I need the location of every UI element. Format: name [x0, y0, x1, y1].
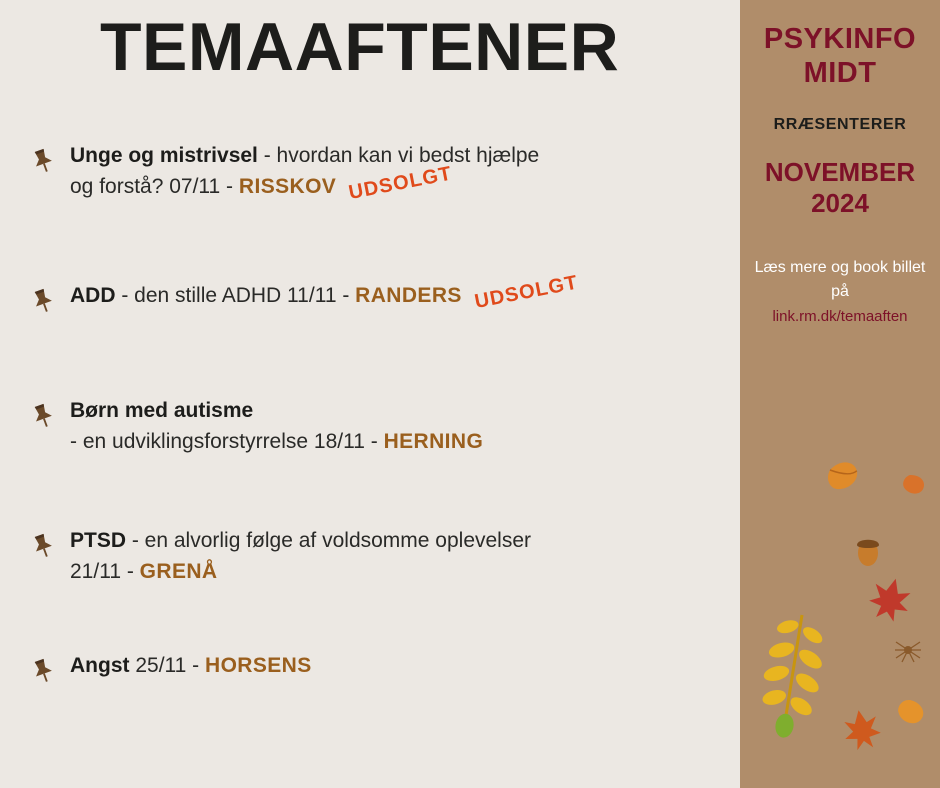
poster-sidebar — [740, 0, 940, 788]
pushpin-icon — [28, 531, 58, 561]
event-title: Børn med autisme — [70, 399, 254, 422]
list-item[interactable] — [0, 271, 740, 395]
year-label: 2024 — [811, 188, 869, 218]
presents-label: RRÆSENTERER — [773, 116, 907, 133]
event-city: HORSENS — [205, 654, 312, 677]
booking-link[interactable]: link.rm.dk/temaaften — [772, 308, 908, 325]
booking-instructions: Læs mere og book billet på — [754, 259, 926, 300]
event-title: Angst — [70, 654, 130, 677]
month-label: NOVEMBER — [764, 157, 916, 187]
event-line-1 — [70, 395, 740, 426]
status-badge: UDSOLGT — [347, 162, 455, 205]
event-desc: - en udviklingsforstyrrelse 18/11 - — [70, 430, 384, 453]
maple-leaf-icon — [841, 707, 883, 752]
brand-name — [740, 22, 940, 90]
acorn-icon — [857, 540, 879, 566]
event-line-1 — [70, 650, 740, 681]
event-desc: - den stille ADHD 11/11 - — [115, 284, 356, 307]
event-city: HERNING — [383, 430, 484, 453]
autumn-leaf-icon — [901, 472, 927, 496]
autumn-leaf-icon — [823, 458, 861, 493]
pushpin-icon — [28, 286, 58, 316]
brand-line-1: PSYKINFO — [763, 23, 917, 55]
pushpin-icon — [28, 146, 58, 176]
event-title: PTSD — [70, 529, 127, 552]
event-date: 21/11 - — [70, 560, 140, 583]
page-title: TEMAAFTENER — [100, 9, 620, 85]
event-city: RISSKOV — [238, 175, 337, 198]
spider-icon — [895, 642, 921, 662]
event-line-1 — [70, 271, 740, 314]
event-line-2 — [70, 426, 740, 457]
list-item[interactable] — [0, 140, 740, 280]
event-desc: - hvordan kan vi bedst hjælpe — [257, 144, 540, 167]
events-list — [0, 140, 740, 730]
maple-leaf-icon — [866, 574, 916, 625]
event-title: ADD — [70, 284, 116, 307]
autumn-leaf-icon — [894, 695, 928, 728]
status-badge: UDSOLGT — [472, 271, 580, 314]
event-date: og forstå? 07/11 - — [70, 175, 239, 198]
event-city: RANDERS — [355, 284, 462, 307]
event-desc: 25/11 - — [129, 654, 205, 677]
rowan-leaf-icon — [751, 610, 833, 743]
event-line-1 — [70, 525, 740, 556]
event-desc: - en alvorlig følge af voldsomme oplevelser — [126, 529, 532, 552]
list-item[interactable] — [0, 395, 740, 525]
list-item[interactable] — [0, 650, 740, 730]
event-title: Unge og mistrivsel — [70, 144, 258, 167]
list-item[interactable] — [0, 525, 740, 650]
pushpin-icon — [28, 401, 58, 431]
event-city: GRENÅ — [139, 560, 218, 583]
event-line-2 — [70, 162, 740, 205]
event-line-2 — [70, 556, 740, 587]
brand-line-2: MIDT — [803, 57, 877, 89]
pushpin-icon — [28, 656, 58, 686]
